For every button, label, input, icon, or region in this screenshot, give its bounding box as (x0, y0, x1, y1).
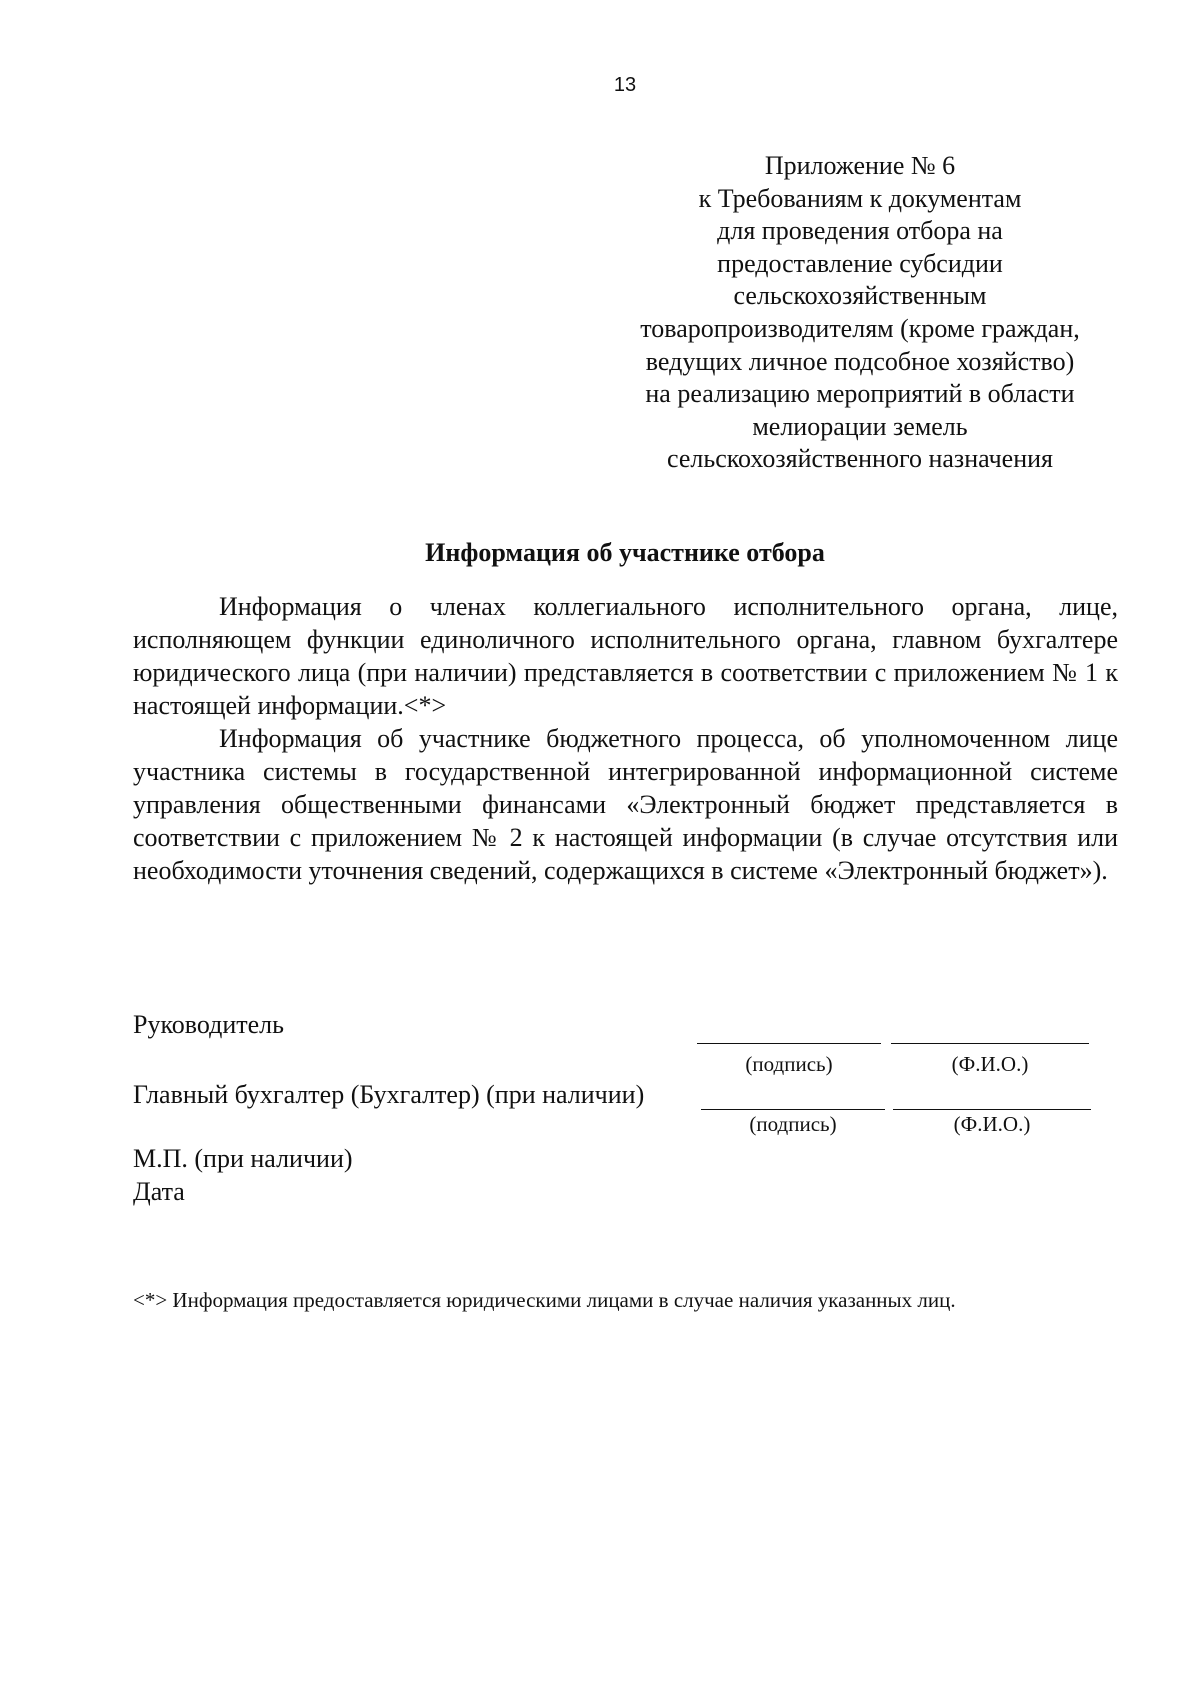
body-text (133, 590, 1118, 887)
page-number: 13 (613, 74, 637, 96)
head-signature-line[interactable] (697, 1043, 881, 1044)
head-label: Руководитель (133, 1010, 284, 1039)
appendix-line: к Требованиям к документам (698, 183, 1022, 213)
date-label: Дата (133, 1177, 185, 1206)
head-name-line[interactable] (891, 1043, 1089, 1044)
appendix-header (610, 150, 1110, 476)
accountant-signature-line[interactable] (701, 1109, 885, 1110)
stamp-label: М.П. (при наличии) (133, 1144, 353, 1173)
accountant-label: Главный бухгалтер (Бухгалтер) (при наличии) (133, 1080, 645, 1109)
appendix-line: товаропроизводителям (кроме граждан, (640, 313, 1080, 343)
accountant-signature-caption: (подпись) (749, 1112, 837, 1136)
appendix-line: Приложение № 6 (764, 151, 956, 180)
accountant-name-caption: (Ф.И.О.) (953, 1112, 1031, 1136)
head-name-caption: (Ф.И.О.) (951, 1052, 1029, 1076)
footnote: <*> Информация предоставляется юридическими лицами в случае наличия указанных лиц. (133, 1288, 956, 1312)
accountant-name-line[interactable] (893, 1109, 1091, 1110)
appendix-line: для проведения отбора на (717, 216, 1003, 246)
document-title: Информация об участнике отбора (425, 538, 825, 567)
appendix-line: на реализацию мероприятий в области (645, 379, 1075, 409)
head-signature-caption: (подпись) (745, 1052, 833, 1076)
appendix-line: ведущих личное подсобное хозяйство) (645, 346, 1075, 376)
appendix-line: мелиорации земель (752, 411, 968, 441)
paragraph: Информация о членах коллегиального исполнительного органа, лице, исполняющем функции единоличного исполнительного органа, главном бухгалтере юридического лица (при наличии) представляется в соответствии с приложением № 1 к настоящей информации.<*> (133, 592, 1118, 720)
paragraph: Информация об участнике бюджетного процесса, об уполномоченном лице участника системы в государственной интегрированной информационной системе управления общественными финансами «Электронный бюджет представляется в соответствии с приложением № 2 к настоящей информации (в случае отсутствия или необходимости уточнения сведений, содержащихся в системе «Электронный бюджет»). (133, 724, 1118, 885)
appendix-line: сельскохозяйственным (733, 281, 987, 311)
appendix-line: предоставление субсидии (717, 248, 1003, 278)
appendix-line: сельскохозяйственного назначения (666, 444, 1054, 474)
